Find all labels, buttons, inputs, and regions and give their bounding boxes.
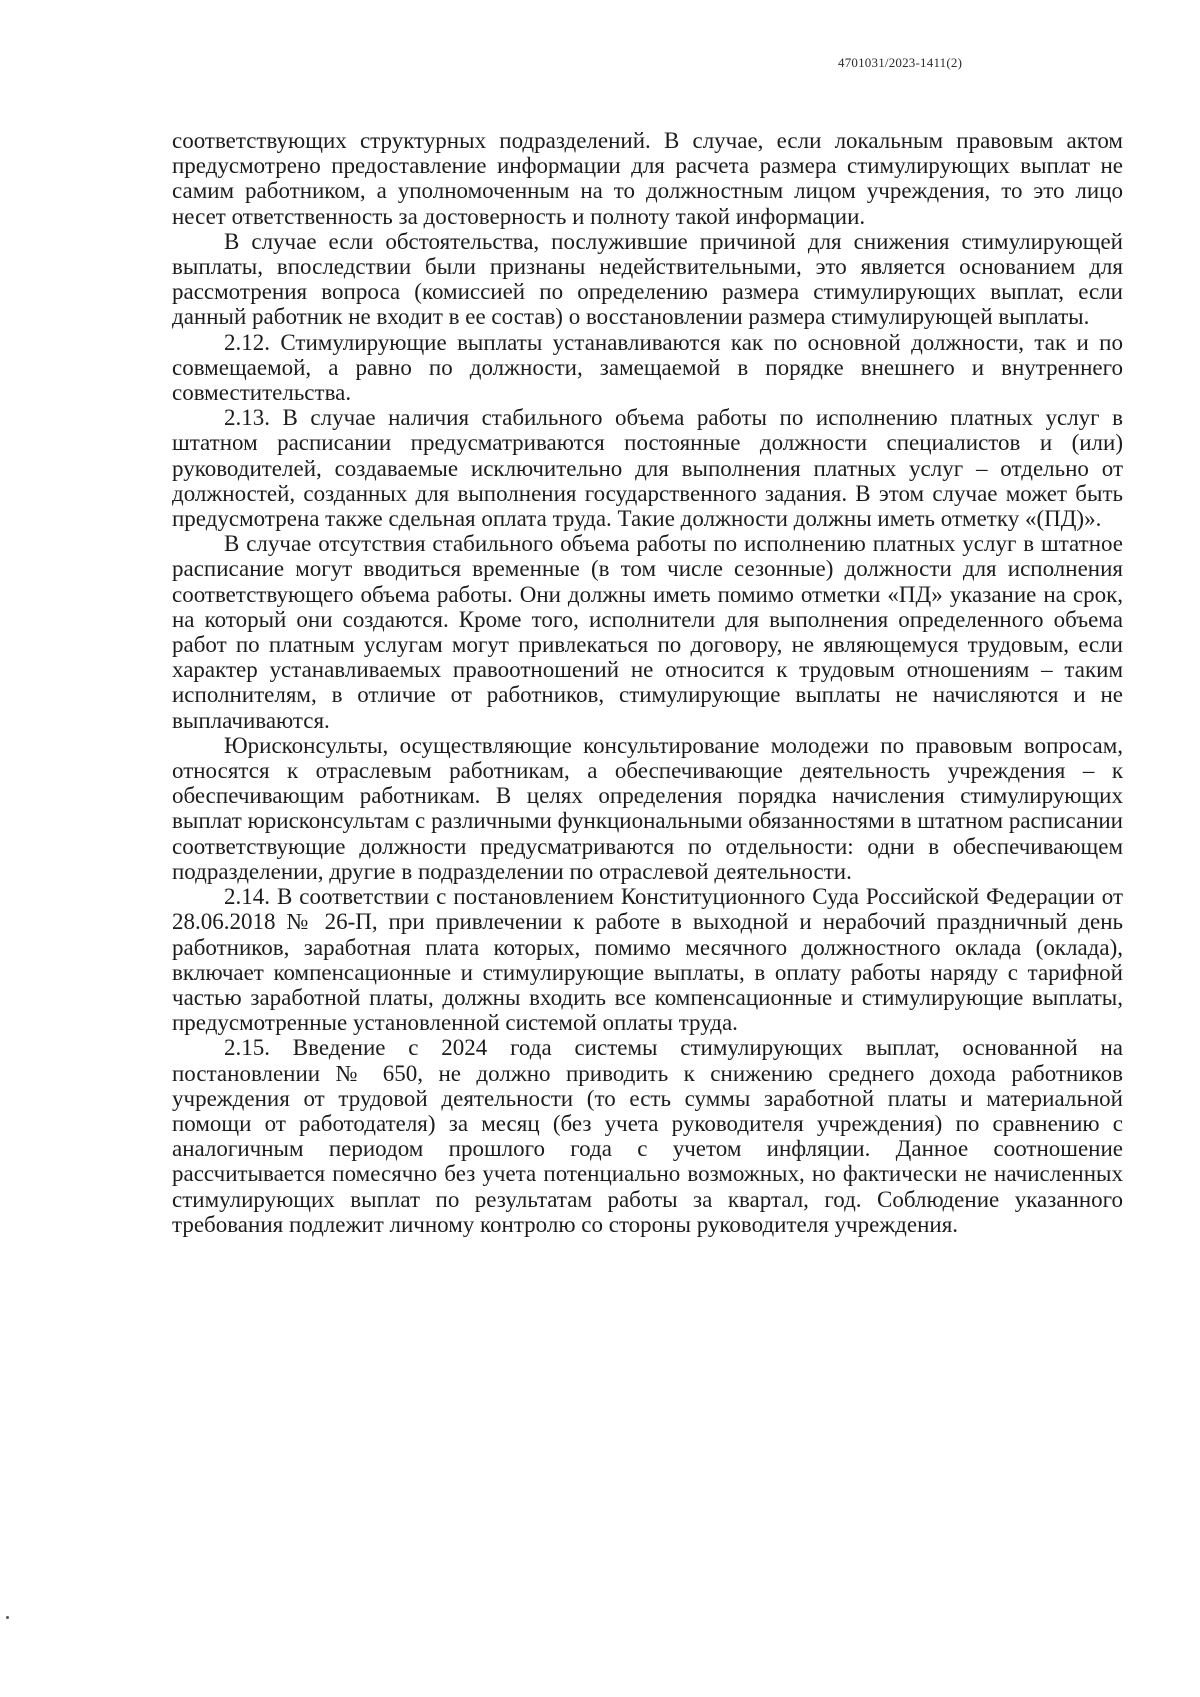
document-body xyxy=(172,128,1123,1237)
paragraph-legal-advisers: Юрисконсульты, осуществляющие консультирование молодежи по правовым вопросам, относятся к отраслевым работникам, а обеспечивающие деятельность учреждения – к обеспечивающим работникам. В целях определения порядка начисления стимулирующих выплат юрисконсультам с различными функциональными обязанностями в штатном расписании соответствующие должности предусматриваются по отдельности: одни в обеспечивающем подразделении, другие в подразделении по отраслевой деятельности. xyxy=(172,732,1123,884)
paragraph-clause-2-15: 2.15. Введение с 2024 года системы стимулирующих выплат, основанной на постановлении № 650, не должно приводить к снижению среднего дохода работников учреждения от трудовой деятельности (то есть суммы заработной платы и материальной помощи от работодателя) за месяц (без учета руководителя учреждения) по сравнению с аналогичным периодом прошлого года с учетом инфляции. Данное соотношение рассчитывается помесячно без учета потенциально возможных, но фактически не начисленных стимулирующих выплат по результатам работы за квартал, год. Соблюдение указанного требования подлежит личному контролю со стороны руководителя учреждения. xyxy=(172,1035,1123,1237)
paragraph-clause-2-13: 2.13. В случае наличия стабильного объема работы по исполнению платных услуг в штатном расписании предусматриваются постоянные должности специалистов и (или) руководителей, создаваемые исключительно для выполнения платных услуг – отдельно от должностей, созданных для выполнения государственного задания. В этом случае может быть предусмотрена также сдельная оплата труда. Такие должности должны иметь отметку «(ПД)». xyxy=(172,405,1123,532)
paragraph-temporary-positions: В случае отсутствия стабильного объема работы по исполнению платных услуг в штатное расписание могут вводиться временные (в том числе сезонные) должности для исполнения соответствующего объема работы. Они должны иметь помимо отметки «ПД» указание на срок, на который они создаются. Кроме того, исполнители для выполнения определенного объема работ по платным услугам могут привлекаться по договору, не являющемуся трудовым, если характер устанавливаемых правоотношений не относится к трудовым отношениям – таким исполнителям, в отличие от работников, стимулирующие выплаты не начисляются и не выплачиваются. xyxy=(172,531,1123,733)
document-reference-number: 4701031/2023-1411(2) xyxy=(838,55,963,70)
paragraph-reinstatement: В случае если обстоятельства, послужившие причиной для снижения стимулирующей выплаты, впоследствии были признаны недействительными, это является основанием для рассмотрения вопроса (комиссией по определению размера стимулирующих выплат, если данный работник не входит в ее состав) о восстановлении размера стимулирующей выплаты. xyxy=(172,228,1123,330)
paragraph-clause-2-14: 2.14. В соответствии с постановлением Конституционного Суда Российской Федерации от 28.06.2018 № 26-П, при привлечении к работе в выходной и нерабочий праздничный день работников, заработная плата которых, помимо месячного должностного оклада (оклада), включает компенсационные и стимулирующие выплаты, в оплату работы наряду с тарифной частью заработной платы, должны входить все компенсационные и стимулирующие выплаты, предусмотренные установленной системой оплаты труда. xyxy=(172,884,1123,1036)
paragraph-clause-2-12: 2.12. Стимулирующие выплаты устанавливаются как по основной должности, так и по совмещаемой, а равно по должности, замещаемой в порядке внешнего и внутреннего совместительства. xyxy=(172,329,1123,406)
paragraph-continuation: соответствующих структурных подразделений. В случае, если локальным правовым актом предусмотрено предоставление информации для расчета размера стимулирующих выплат не самим работником, а уполномоченным на то должностным лицом учреждения, то это лицо несет ответственность за достоверность и полноту такой информации. xyxy=(172,128,1123,229)
scan-artifact-dot xyxy=(6,1616,9,1619)
